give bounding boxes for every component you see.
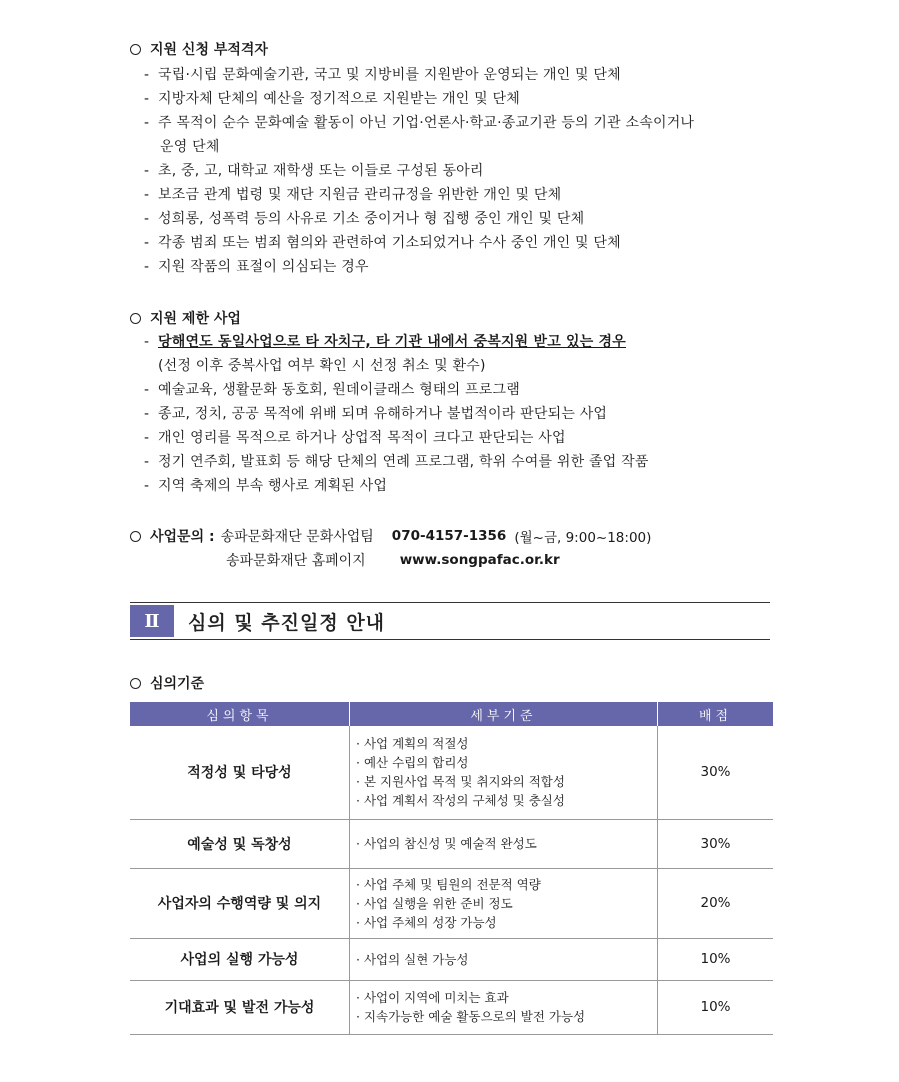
table-row [130,819,773,868]
homepage-label: 송파문화재단 홈페이지 [226,553,366,569]
table-row [130,726,773,819]
circle-bullet-icon [130,678,141,689]
table-header-row [130,702,773,726]
table-row [130,868,773,938]
row-score: 10% [658,980,774,1034]
row-details: · 사업 계획의 적절성 · 예산 수립의 합리성 · 본 지원사업 목적 및 취지와의 적합성 · 사업 계획서 작성의 구체성 및 충실성 [350,726,658,819]
row-score: 20% [658,868,774,938]
criteria-table [130,702,773,1035]
list-item: - 성희롱, 성폭력 등의 사유로 기소 중이거나 형 집행 중인 개인 및 단체 [144,211,585,227]
part2-numeral: Ⅱ [130,605,174,637]
list-item: - 지방자체 단체의 예산을 정기적으로 지원받는 개인 및 단체 [144,91,520,107]
part2-title: 심의 및 추진일정 안내 [188,611,386,634]
circle-bullet-icon [130,44,141,55]
restricted-section [130,307,790,498]
header-category: 심의항목 [130,702,350,726]
list-item: - 보조금 관계 법령 및 재단 지원금 관리규정을 위반한 개인 및 단체 [144,187,562,203]
criteria-section [130,672,790,694]
row-details: · 사업이 지역에 미치는 효과 · 지속가능한 예술 활동으로의 발전 가능성 [350,980,658,1034]
inquiry-row-1 [130,524,790,548]
criteria-title: 심의기준 [150,676,205,692]
list-item: - 개인 영리를 목적으로 하거나 상업적 목적이 크다고 판단되는 사업 [144,430,566,446]
list-item: - 지역 축제의 부속 행사로 계획된 사업 [144,478,388,494]
restricted-heading [130,307,790,329]
list-item: - 종교, 정치, 공공 목적에 위배 되며 유해하거나 불법적이라 판단되는 사업 [144,406,608,422]
inquiry-label: 사업문의 : [150,529,215,545]
list-item: - 예술교육, 생활문화 동호회, 원데이클래스 형태의 프로그램 [144,382,520,398]
header-score: 배점 [658,702,774,726]
table-row [130,938,773,980]
homepage-link[interactable]: www.songpafac.or.kr [399,552,560,568]
restricted-title: 지원 제한 사업 [150,311,241,327]
list-item-emphasized: - 당해연도 동일사업으로 타 자치구, 타 기관 내에서 중복지원 받고 있는 경우 [144,334,626,350]
ineligible-heading [130,38,790,60]
part2-header [130,602,770,640]
list-item-note: (선정 이후 중복사업 여부 확인 시 선정 취소 및 환수) [158,358,486,374]
list-item: - 국립·시립 문화예술기관, 국고 및 지방비를 지원받아 운영되는 개인 및 단체 [144,67,621,83]
inquiry-org: 송파문화재단 문화사업팀 [220,529,374,545]
ineligible-section [130,38,790,279]
inquiry-phone: 070-4157-1356 [391,528,507,544]
row-category: 사업자의 수행역량 및 의지 [130,868,350,938]
row-category: 적정성 및 타당성 [130,726,350,819]
row-category: 기대효과 및 발전 가능성 [130,980,350,1034]
row-score: 30% [658,819,774,868]
inquiry-hours: (월~금, 9:00~18:00) [514,530,652,546]
list-item: - 주 목적이 순수 문화예술 활동이 아닌 기업·언론사·학교·종교기관 등의 기관 소속이거나 [144,115,695,131]
list-item: - 지원 작품의 표절이 의심되는 경우 [144,259,369,275]
row-details: · 사업 주체 및 팀원의 전문적 역량 · 사업 실행을 위한 준비 정도 · 사업 주체의 성장 가능성 [350,868,658,938]
row-details: · 사업의 참신성 및 예술적 완성도 [350,819,658,868]
inquiry-row-2 [130,548,790,572]
list-item: - 초, 중, 고, 대학교 재학생 또는 이들로 구성된 동아리 [144,163,484,179]
list-item: - 정기 연주회, 발표회 등 해당 단체의 연례 프로그램, 학위 수여를 위한 졸업 작품 [144,454,649,470]
header-details: 세부기준 [350,702,658,726]
table-row [130,980,773,1034]
circle-bullet-icon [130,313,141,324]
row-score: 10% [658,938,774,980]
circle-bullet-icon [130,531,141,542]
row-details: · 사업의 실현 가능성 [350,938,658,980]
row-category: 예술성 및 독창성 [130,819,350,868]
row-category: 사업의 실행 가능성 [130,938,350,980]
list-item: - 각종 범죄 또는 범죄 혐의와 관련하여 기소되었거나 수사 중인 개인 및 단체 [144,235,621,251]
list-item-continuation: 운영 단체 [160,139,220,155]
inquiry-section [130,524,790,572]
criteria-heading [130,672,790,694]
ineligible-title: 지원 신청 부적격자 [150,42,268,58]
row-score: 30% [658,726,774,819]
